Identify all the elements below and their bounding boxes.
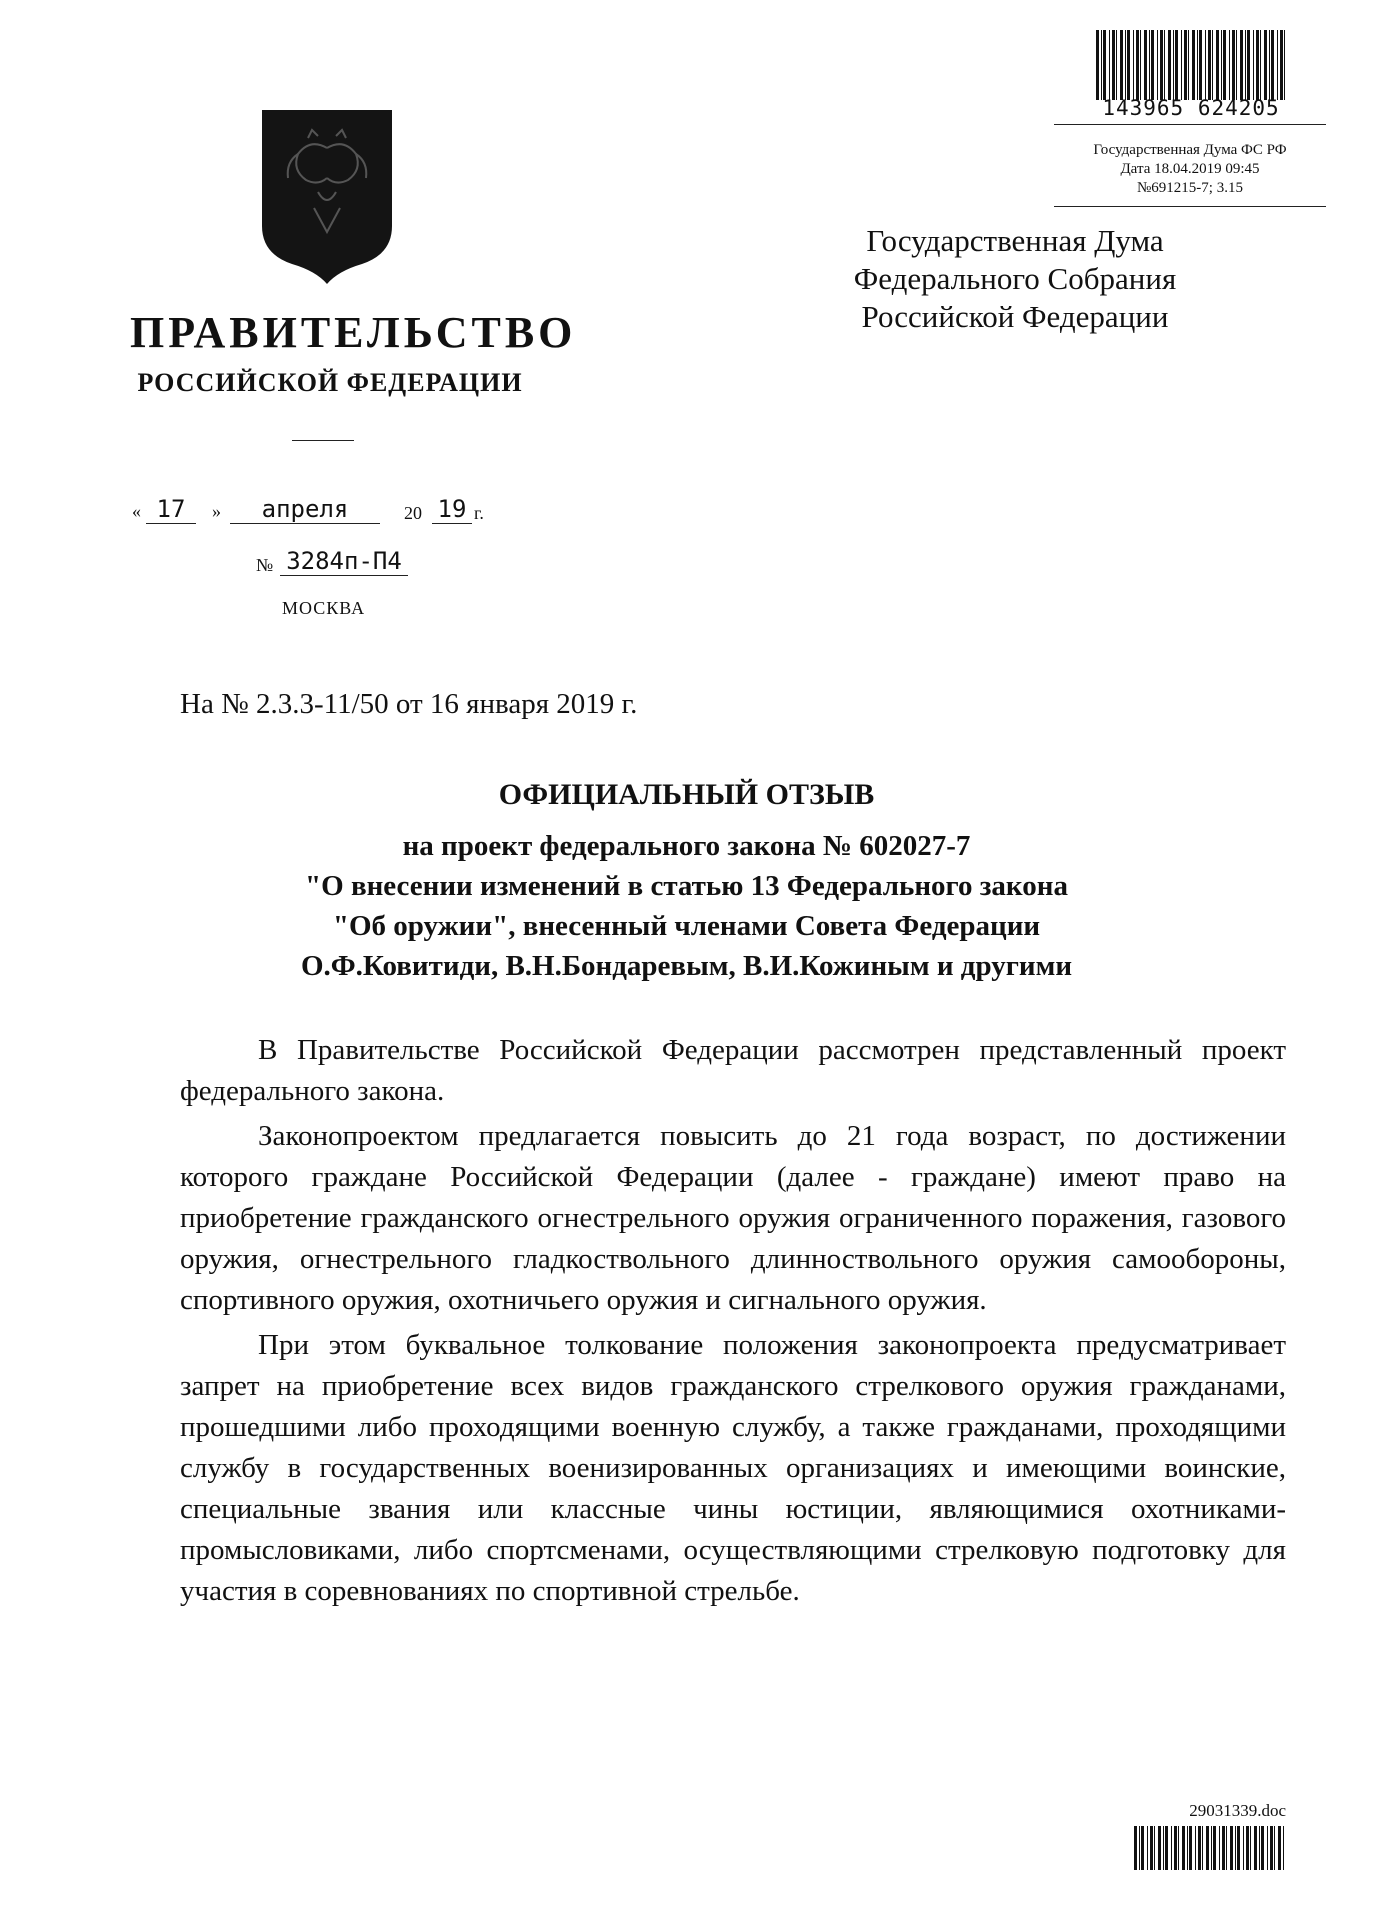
stamp-date: Дата 18.04.2019 09:45 — [1120, 161, 1260, 177]
subject-line-2: "О внесении изменений в статью 13 Федерального закона — [305, 870, 1068, 902]
barcode-bar — [1197, 30, 1198, 100]
date-quote-close: » — [212, 501, 221, 521]
barcode-bar — [1139, 1826, 1140, 1870]
barcode-bar — [1216, 30, 1219, 100]
barcode-bar — [1264, 30, 1267, 100]
document-subject — [180, 826, 1193, 986]
barcode-bar — [1283, 1826, 1284, 1870]
barcode-bar — [1133, 30, 1134, 100]
barcode-bar — [1240, 30, 1243, 100]
barcode-bar — [1256, 30, 1259, 100]
date-year-suffix: г. — [474, 503, 484, 523]
barcode-bar — [1184, 30, 1187, 100]
barcode-bar — [1134, 1826, 1137, 1870]
barcode-bar — [1168, 30, 1171, 100]
addressee-block — [830, 222, 1200, 336]
barcode-bar — [1158, 1826, 1161, 1870]
barcode-bar — [1237, 1826, 1240, 1870]
date-century: 20 — [404, 503, 422, 523]
barcode-bar — [1178, 1826, 1179, 1870]
barcode-bar — [1109, 30, 1110, 100]
barcode-bar — [1202, 1826, 1203, 1870]
barcode-bar — [1141, 1826, 1144, 1870]
barcode-bar — [1187, 1826, 1188, 1870]
addressee-line-1: Государственная Дума — [866, 223, 1164, 258]
subject-line-3: "Об оружии", внесенный членами Совета Федерации — [332, 910, 1041, 942]
barcode-bar — [1188, 30, 1189, 100]
barcode-bar — [1112, 30, 1115, 100]
body-paragraph-2: Законопроектом предлагается повысить до 21 года возраст, по достижении которого граждане Российской Федерации (далее - граждане) имеют право на приобретение гражданского огнестрельного оружия ограниченного поражения, газового оружия, огнестрельного гладкоствольного длинноствольного оружия самообороны, спортивного оружия, охотничьего оружия и сигнального оружия. — [180, 1120, 1286, 1316]
barcode-bar — [1245, 30, 1246, 100]
barcode-bar — [1222, 1826, 1225, 1870]
barcode-bar — [1243, 1826, 1244, 1870]
barcode-bar — [1165, 1826, 1168, 1870]
barcode-bar — [1096, 30, 1099, 100]
barcode-bar — [1174, 1826, 1177, 1870]
barcode-bar — [1253, 30, 1254, 100]
reference-line: На № 2.3.3-11/50 от 16 января 2019 г. — [180, 688, 638, 720]
number-sign: № — [256, 555, 274, 575]
barcode-bar — [1246, 1826, 1249, 1870]
barcode-bar — [1211, 1826, 1212, 1870]
barcode-bar — [1284, 30, 1285, 100]
date-month: апреля — [230, 495, 380, 524]
barcode-bar — [1101, 30, 1102, 100]
barcode-bar — [1150, 1826, 1153, 1870]
barcode-bar — [1149, 30, 1150, 100]
header-divider — [292, 440, 354, 441]
barcode-bar — [1116, 30, 1117, 100]
barcode-bar — [1250, 1826, 1251, 1870]
barcode-bar — [1219, 1826, 1220, 1870]
barcode-bar — [1205, 30, 1206, 100]
barcode-bar — [1247, 30, 1250, 100]
stamp-divider-bottom — [1054, 206, 1326, 207]
barcode-bar — [1212, 30, 1213, 100]
date-quote-open: « — [132, 501, 141, 521]
coat-of-arms-icon — [258, 108, 396, 284]
barcode-bar — [1164, 30, 1165, 100]
barcode-bar — [1235, 1826, 1236, 1870]
barcode-bottom — [1134, 1826, 1286, 1870]
barcode-bar — [1208, 30, 1211, 100]
barcode-bar — [1199, 30, 1202, 100]
barcode-bar — [1261, 1826, 1264, 1870]
barcode-bar — [1160, 30, 1163, 100]
barcode-top — [1096, 30, 1286, 100]
barcode-bar — [1274, 1826, 1275, 1870]
body-paragraph-1: В Правительстве Российской Федерации рассмотрен представленный проект федерального закона. — [180, 1034, 1286, 1107]
barcode-bar — [1144, 30, 1147, 100]
document-title: ОФИЦИАЛЬНЫЙ ОТЗЫВ — [498, 778, 875, 811]
barcode-bar — [1136, 30, 1139, 100]
barcode-bar — [1182, 1826, 1185, 1870]
barcode-bar — [1280, 30, 1283, 100]
government-subtitle: РОССИЙСКОЙ ФЕДЕРАЦИИ — [137, 368, 523, 397]
subject-line-4: О.Ф.Ковитиди, В.Н.Бондаревым, В.И.Кожиным и другими — [300, 950, 1073, 982]
barcode-bar — [1181, 30, 1182, 100]
barcode-bar — [1278, 1826, 1281, 1870]
barcode-bar — [1171, 1826, 1172, 1870]
barcode-bar — [1206, 1826, 1209, 1870]
barcode-bar — [1236, 30, 1237, 100]
barcode-bar — [1221, 30, 1222, 100]
barcode-bar — [1120, 30, 1123, 100]
stamp-divider-top — [1054, 124, 1326, 125]
government-title: ПРАВИТЕЛЬСТВО — [130, 308, 577, 357]
barcode-bar — [1127, 30, 1130, 100]
addressee-line-3: Российской Федерации — [861, 299, 1169, 334]
barcode-bar — [1189, 1826, 1192, 1870]
barcode-bar — [1277, 30, 1278, 100]
body-paragraph-3: При этом буквальное толкование положения законопроекта предусматривает запрет на приобретение всех видов гражданского стрелкового оружия гражданами, прошедшими либо проходящими военную службу, а также гражданами, проходящими службу в государственных военизированных организациях и имеющими воинские, специальные звания или классные чины юстиции, являющимися охотниками-промысловиками, либо спортсменами, осуществляющими стрелковую подготовку для участия в соревнованиях по спортивной стрельбе. — [180, 1329, 1286, 1607]
barcode-bar — [1229, 30, 1230, 100]
outgoing-number — [256, 540, 456, 580]
barcode-bar — [1198, 1826, 1201, 1870]
barcode-bar — [1151, 30, 1154, 100]
barcode-bar — [1154, 1826, 1155, 1870]
barcode-number: 143965 624205 — [1102, 96, 1280, 120]
barcode-bar — [1223, 30, 1226, 100]
barcode-bar — [1259, 1826, 1260, 1870]
document-filename: 29031339.doc — [1189, 1801, 1286, 1820]
document-body — [180, 1030, 1286, 1616]
barcode-bar — [1226, 1826, 1227, 1870]
stamp-registration-number: №691215-7; 3.15 — [1137, 180, 1243, 196]
barcode-bar — [1157, 30, 1158, 100]
barcode-bar — [1270, 1826, 1273, 1870]
subject-line-1: на проект федерального закона № 602027-7 — [402, 830, 971, 862]
barcode-bar — [1173, 30, 1174, 100]
barcode-bar — [1269, 30, 1270, 100]
barcode-bar — [1271, 30, 1274, 100]
barcode-bar — [1163, 1826, 1164, 1870]
barcode-bar — [1267, 1826, 1268, 1870]
barcode-bar — [1230, 1826, 1233, 1870]
outgoing-date — [132, 488, 532, 528]
barcode-bar — [1260, 30, 1261, 100]
date-year: 19 — [432, 495, 472, 524]
barcode-bar — [1103, 30, 1106, 100]
addressee-line-2: Федерального Собрания — [853, 261, 1177, 296]
barcode-bar — [1192, 30, 1195, 100]
barcode-bar — [1125, 30, 1126, 100]
number-value: 3284п-П4 — [280, 547, 408, 576]
barcode-bar — [1213, 1826, 1216, 1870]
barcode-bar — [1232, 30, 1235, 100]
stamp-organization: Государственная Дума ФС РФ — [1093, 142, 1287, 158]
date-day: 17 — [146, 495, 196, 524]
barcode-bar — [1195, 1826, 1196, 1870]
barcode-bar — [1140, 30, 1141, 100]
barcode-bar — [1254, 1826, 1257, 1870]
city: МОСКВА — [282, 598, 366, 618]
barcode-bar — [1175, 30, 1178, 100]
barcode-bar — [1147, 1826, 1148, 1870]
